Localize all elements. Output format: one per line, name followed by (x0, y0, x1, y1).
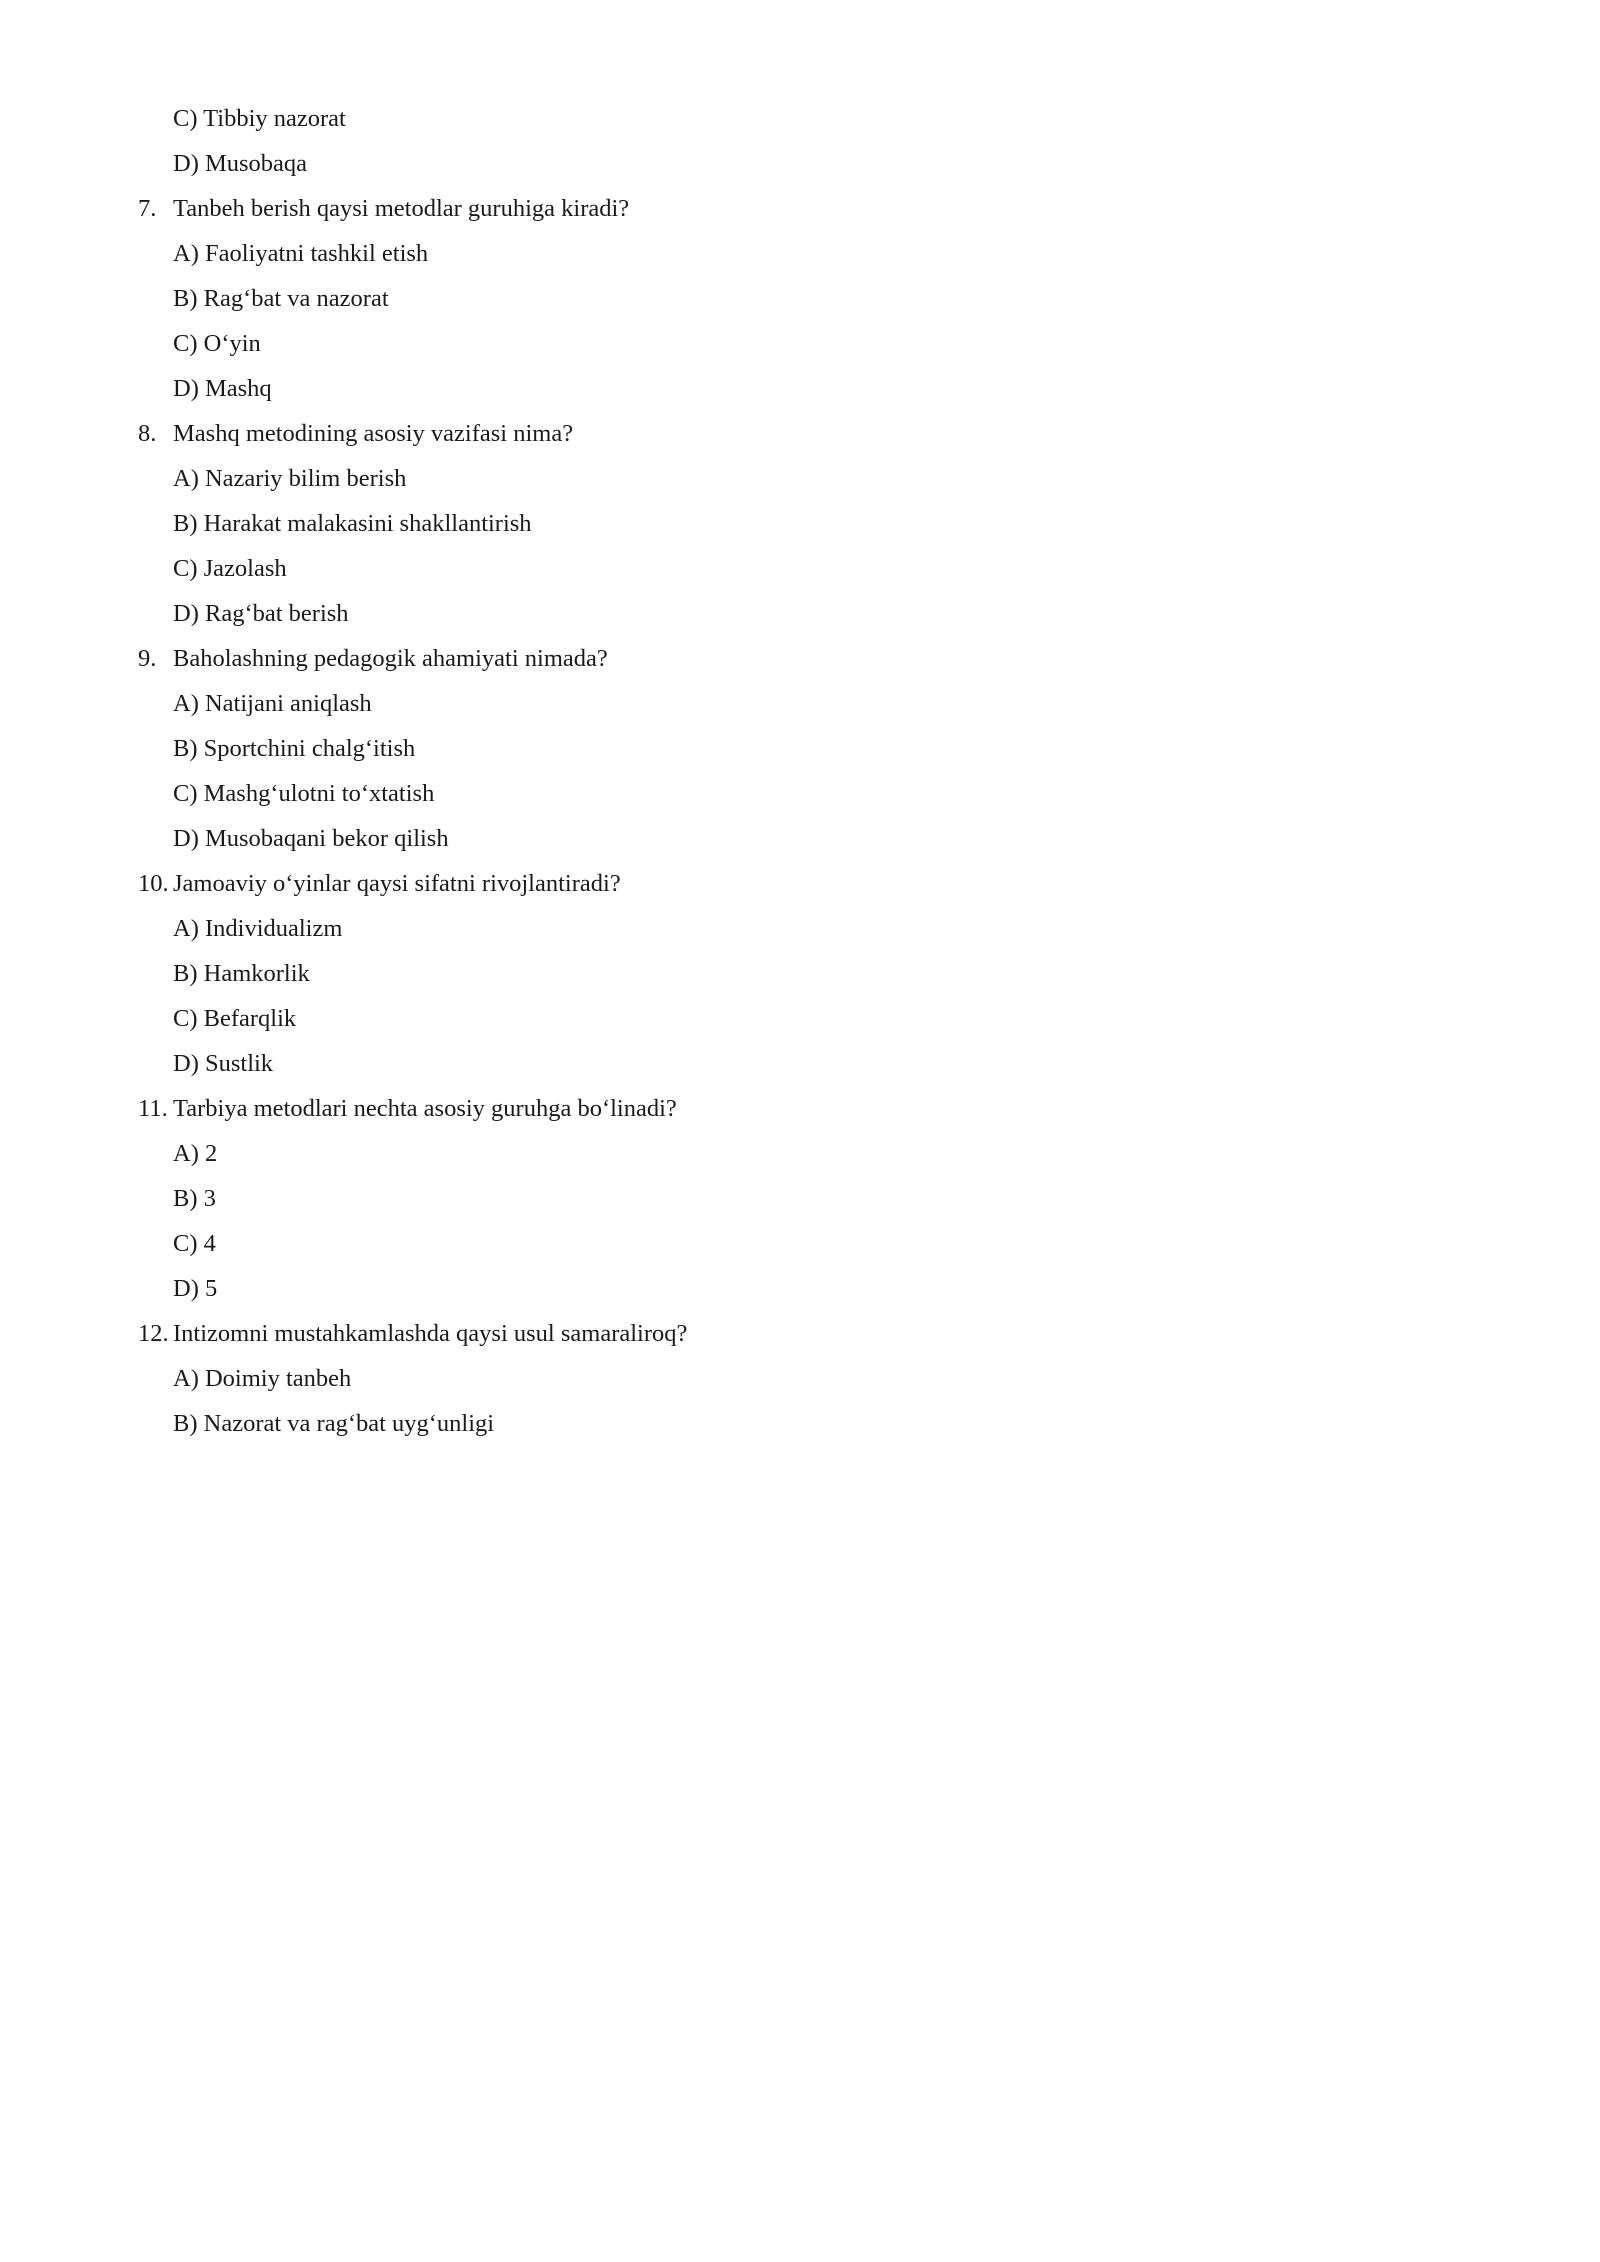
question-12 (0, 1311, 1100, 1356)
option-item: A) Faoliyatni tashkil etish (173, 240, 429, 267)
option-item: D) 5 (173, 1275, 218, 1302)
option-item: D) Mashq (173, 375, 272, 402)
option-item: A) 2 (173, 1140, 218, 1167)
question-text: Mashq metodining asosiy vazifasi nima? (173, 420, 574, 447)
option-item: A) Individualizm (173, 915, 343, 942)
question-number: 9. (138, 645, 157, 672)
question-text: Intizomni mustahkamlashda qaysi usul samaraliroq? (173, 1320, 688, 1347)
question-text: Tanbeh berish qaysi metodlar guruhiga kiradi? (173, 195, 630, 222)
question-text: Baholashning pedagogik ahamiyati nimada? (173, 645, 608, 672)
question-number: 12. (138, 1320, 169, 1347)
document-page (0, 96, 1100, 1446)
option-item: B) Rag‘bat va nazorat (173, 285, 389, 312)
option-item: C) Befarqlik (173, 1005, 297, 1032)
lead-option-c: C) Tibbiy nazorat (173, 105, 346, 132)
option-item: A) Natijani aniqlash (173, 690, 372, 717)
option-item: D) Musobaqani bekor qilish (173, 825, 449, 852)
question-8 (0, 411, 1100, 456)
option-item: B) 3 (173, 1185, 216, 1212)
option-item: C) Jazolash (173, 555, 287, 582)
question-number: 7. (138, 195, 157, 222)
option-item: C) 4 (173, 1230, 216, 1257)
option-item: D) Rag‘bat berish (173, 600, 349, 627)
question-number: 8. (138, 420, 157, 447)
option-item: B) Nazorat va rag‘bat uyg‘unligi (173, 1410, 495, 1437)
question-text: Tarbiya metodlari nechta asosiy guruhga bo‘linadi? (173, 1095, 677, 1122)
question-number: 11. (138, 1095, 168, 1122)
question-9 (0, 636, 1100, 681)
question-7 (0, 186, 1100, 231)
option-item: A) Doimiy tanbeh (173, 1365, 352, 1392)
question-10 (0, 861, 1100, 906)
option-item: A) Nazariy bilim berish (173, 465, 407, 492)
option-item: C) Mashg‘ulotni to‘xtatish (173, 780, 435, 807)
question-text: Jamoaviy o‘yinlar qaysi sifatni rivojlantiradi? (173, 870, 621, 897)
question-11 (0, 1086, 1100, 1131)
option-item: B) Sportchini chalg‘itish (173, 735, 416, 762)
option-item: C) O‘yin (173, 330, 261, 357)
option-item: B) Harakat malakasini shakllantirish (173, 510, 532, 537)
option-item: B) Hamkorlik (173, 960, 310, 987)
option-item: D) Sustlik (173, 1050, 274, 1077)
question-number: 10. (138, 870, 169, 897)
lead-option-d: D) Musobaqa (173, 150, 308, 177)
